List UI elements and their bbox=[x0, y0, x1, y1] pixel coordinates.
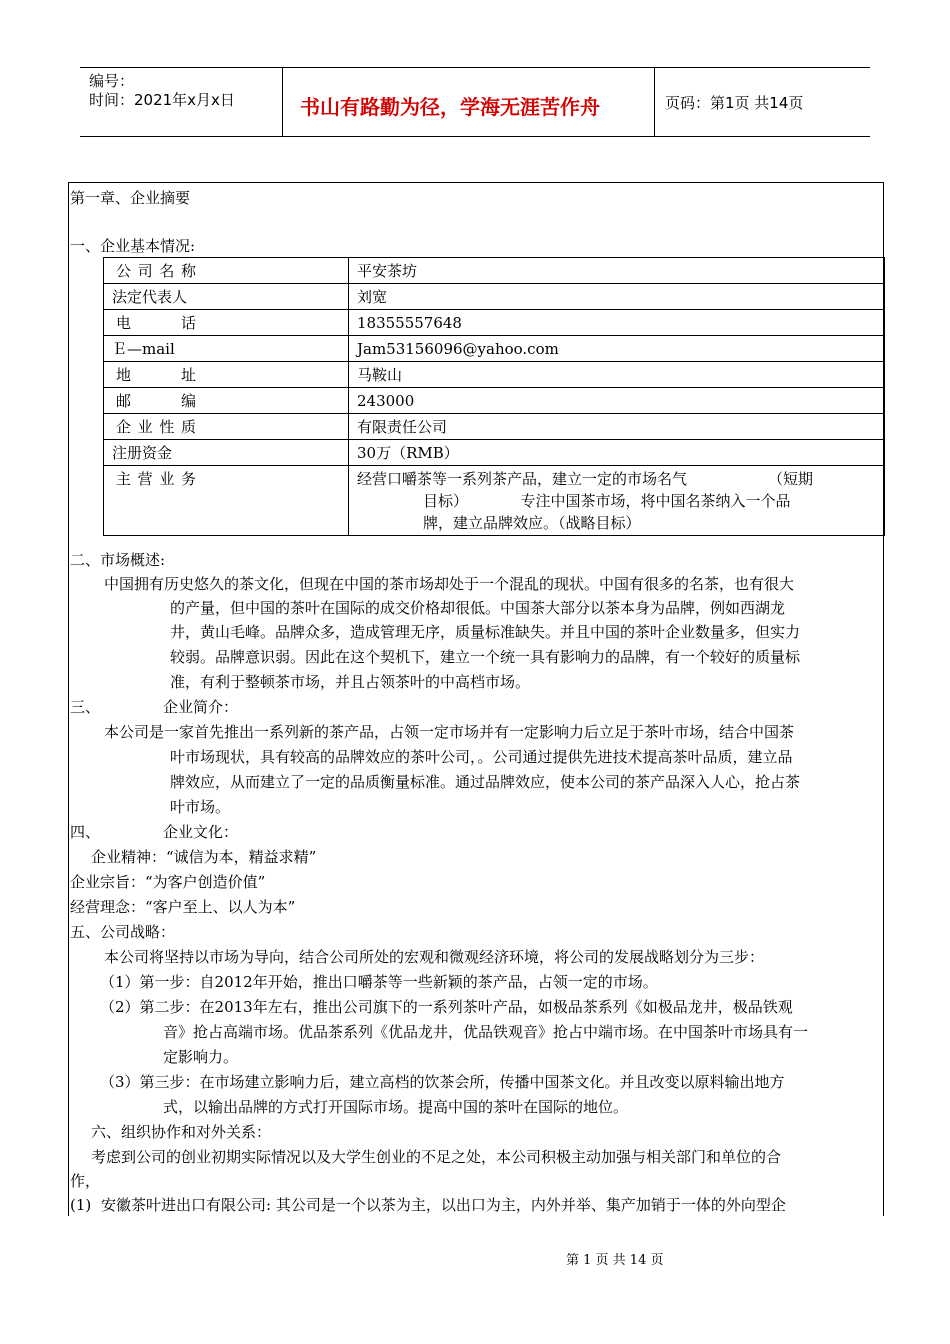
enterprise-purpose: 企业宗旨：“为客户创造价值” bbox=[70, 873, 266, 891]
info-value-phone: 18355557648 bbox=[349, 310, 885, 336]
strategy-step-2: （2）第二步：在2013年左右，推出公司旗下的一系列茶叶产品，如极品茶系列《如极品龙井，极品铁观 bbox=[100, 998, 793, 1016]
footer-page-number: 第 1 页 共 14 页 bbox=[566, 1253, 664, 1268]
section-3-line: 本公司是一家首先推出一系列新的茶产品，占领一定市场并有一定影响力后立足于茶叶市场，结合中国茶 bbox=[104, 723, 795, 741]
section-3-line: 叶市场。 bbox=[170, 798, 231, 816]
table-row bbox=[104, 310, 885, 336]
header-top-rule bbox=[80, 67, 870, 68]
section-2-line: 较弱。品牌意识弱。因此在这个契机下，建立一个统一具有影响力的品牌，有一个较好的质量标 bbox=[170, 648, 801, 666]
info-key-phone: 电 话 bbox=[116, 314, 196, 332]
header-divider-right bbox=[654, 67, 655, 136]
table-row bbox=[104, 414, 885, 440]
strategy-step-2-cont: 音》抢占高端市场。优品茶系列《优品龙井，优品铁观音》抢占中端市场。在中国茶叶市场具有一 bbox=[163, 1023, 809, 1041]
info-value-company-type: 有限责任公司 bbox=[349, 414, 885, 440]
table-row bbox=[104, 258, 885, 284]
chapter-title: 第一章、企业摘要 bbox=[70, 189, 191, 207]
section-3-line: 叶市场现状，具有较高的品牌效应的茶叶公司，。公司通过提供先进技术提高茶叶品质，建立品 bbox=[170, 748, 793, 766]
header-motto: 书山有路勤为径，学海无涯苦作舟 bbox=[300, 95, 600, 119]
info-value-company-name: 平安茶坊 bbox=[349, 258, 885, 284]
info-value-main-business: 经营口嚼茶等一系列茶产品，建立一定的市场名气 （短期 目标） 专注中国茶市场，将中国名茶纳入一个品 牌，建立品牌效应。（战略目标） bbox=[349, 466, 885, 536]
table-row bbox=[104, 336, 885, 362]
enterprise-spirit: 企业精神：“诚信为本，精益求精” bbox=[91, 848, 317, 866]
section-3-title: 企业简介： bbox=[163, 698, 239, 716]
info-value-email: Jam53156096@yahoo.com bbox=[349, 336, 885, 362]
info-key-company-type: 企 业 性 质 bbox=[116, 418, 196, 436]
info-value-legal-rep: 刘宽 bbox=[349, 284, 885, 310]
table-row bbox=[104, 440, 885, 466]
section-2-title: 二、市场概述: bbox=[70, 551, 166, 569]
section-1-title: 一、企业基本情况: bbox=[70, 237, 196, 255]
strategy-step-2-cont: 定影响力。 bbox=[163, 1048, 239, 1066]
info-key-postcode: 邮 编 bbox=[116, 392, 196, 410]
section-5-title: 五、公司战略： bbox=[70, 923, 176, 941]
info-value-postcode: 243000 bbox=[349, 388, 885, 414]
section-3-line: 牌效应，从而建立了一定的品质衡量标准。通过品牌效应，使本公司的茶产品深入人心，抢占茶 bbox=[170, 773, 801, 791]
header-date: 时间：2021年x月x日 bbox=[89, 91, 235, 109]
info-key-main-business: 主 营 业 务 bbox=[116, 470, 196, 488]
info-key-legal-rep: 法定代表人 bbox=[104, 284, 349, 310]
section-6-line: 作， bbox=[70, 1172, 101, 1190]
header-code-label: 编号： bbox=[89, 72, 135, 90]
partner-item-number: (1) bbox=[70, 1196, 92, 1214]
section-2-line: 井，黄山毛峰。品牌众多，造成管理无序，质量标准缺失。并且中国的茶叶企业数量多，但实力 bbox=[170, 623, 801, 641]
info-key-company-name: 公 司 名 称 bbox=[116, 262, 196, 280]
section-5-line: 本公司将坚持以市场为导向，结合公司所处的宏观和微观经济环境，将公司的发展战略划分为三步： bbox=[104, 948, 765, 966]
strategy-step-3-cont: 式，以输出品牌的方式打开国际市场。提高中国的茶叶在国际的地位。 bbox=[163, 1098, 629, 1116]
section-3-number: 三、 bbox=[70, 698, 101, 716]
strategy-step-3: （3）第三步：在市场建立影响力后，建立高档的饮茶会所，传播中国茶文化。并且改变以原料输出地方 bbox=[100, 1073, 785, 1091]
section-2-line: 中国拥有历史悠久的茶文化，但现在中国的茶市场却处于一个混乱的现状。中国有很多的名茶，也有很大 bbox=[104, 575, 795, 593]
section-4-number: 四、 bbox=[70, 823, 101, 841]
section-6-line: 考虑到公司的创业初期实际情况以及大学生创业的不足之处，本公司积极主动加强与相关部门和单位的合 bbox=[91, 1148, 782, 1166]
section-4-title: 企业文化： bbox=[163, 823, 239, 841]
section-2-line: 的产量，但中国的茶叶在国际的成交价格却很低。中国茶大部分以茶本身为品牌，例如西湖龙 bbox=[170, 599, 786, 617]
info-key-address: 地 址 bbox=[116, 366, 196, 384]
info-value-capital: 30万（RMB） bbox=[349, 440, 885, 466]
table-row bbox=[104, 284, 885, 310]
business-philosophy: 经营理念：“客户至上、以人为本” bbox=[70, 898, 296, 916]
header-divider-left bbox=[282, 67, 283, 136]
info-key-capital: 注册资金 bbox=[104, 440, 349, 466]
table-row bbox=[104, 362, 885, 388]
section-6-title: 六、组织协作和对外关系： bbox=[91, 1123, 272, 1141]
table-row bbox=[104, 466, 885, 536]
strategy-step-1: （1）第一步：自2012年开始，推出口嚼茶等一些新颖的茶产品，占领一定的市场。 bbox=[100, 973, 658, 991]
partner-item-text: 安徽茶叶进出口有限公司: 其公司是一个以茶为主，以出口为主，内外并举、集产加销于一体的外向型企 bbox=[101, 1196, 786, 1214]
header-page-info: 页码：第1页 共14页 bbox=[665, 94, 804, 112]
info-value-address: 马鞍山 bbox=[349, 362, 885, 388]
section-2-line: 准，有利于整顿茶市场，并且占领茶叶的中高档市场。 bbox=[170, 673, 531, 691]
company-info-table bbox=[103, 257, 885, 536]
info-key-email: Ｅ—mail bbox=[104, 336, 349, 362]
header-bottom-rule bbox=[80, 136, 870, 137]
table-row bbox=[104, 388, 885, 414]
